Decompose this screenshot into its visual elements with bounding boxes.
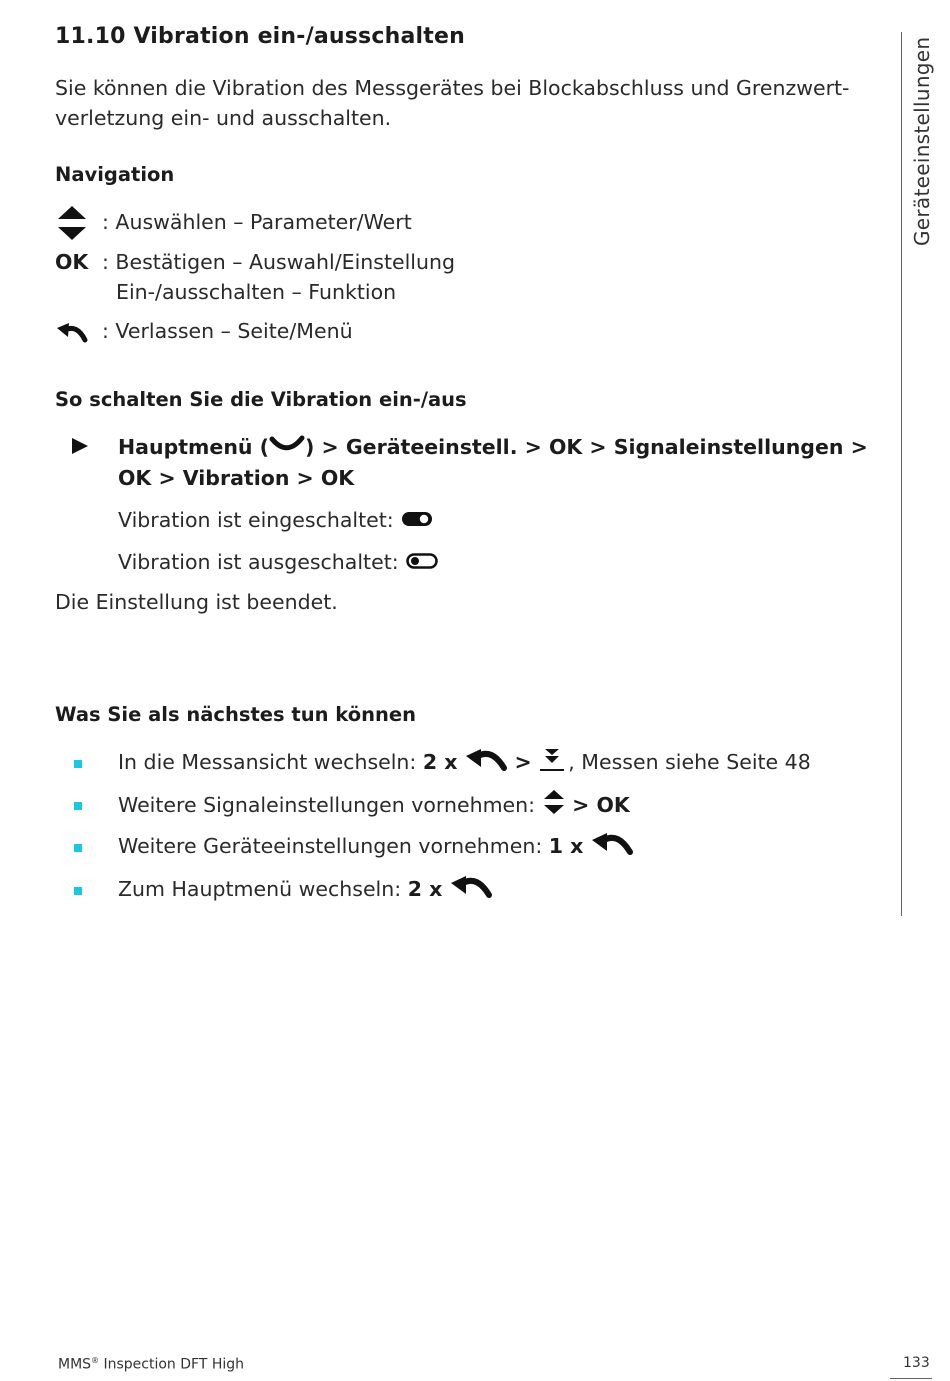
nav-item-confirm-text: : Bestätigen – Auswahl/Einstellung xyxy=(102,250,455,274)
sidebar-section-label: Geräteeinstellungen xyxy=(910,36,934,246)
vibration-on-line xyxy=(118,505,434,535)
navigation-heading: Navigation xyxy=(55,163,175,186)
bullet-marker xyxy=(74,844,82,852)
nav-item-select xyxy=(55,207,555,237)
step-arrow-icon xyxy=(70,436,90,460)
nav-item-exit xyxy=(55,316,555,346)
next-item-measure xyxy=(118,746,811,776)
bullet-marker xyxy=(74,887,82,895)
procedure-step-part1: Hauptmenü ( xyxy=(118,435,270,459)
next-item-device-text: Weitere Geräteeinstellungen vornehmen: xyxy=(118,834,549,858)
intro-text: Sie können die Vibration des Messgerätes bei Blockabschluss und Grenzwert-verletzung ein- und ausschalten. xyxy=(55,76,850,130)
back-arrow-icon xyxy=(590,830,634,864)
back-arrow-icon xyxy=(464,746,508,780)
footer-product-rest: Inspection DFT High xyxy=(99,1356,245,1373)
vibration-off-line xyxy=(118,547,439,577)
footer-product-name: MMS xyxy=(58,1356,92,1373)
bullet-marker xyxy=(74,760,82,768)
chevron-down-icon xyxy=(269,433,305,463)
vibration-off-text: Vibration ist ausgeschaltet: xyxy=(118,550,399,574)
up-down-arrows-icon xyxy=(55,207,95,237)
next-steps-heading: Was Sie als nächstes tun können xyxy=(55,703,416,726)
page-number: 133 xyxy=(903,1355,930,1371)
toggle-on-icon xyxy=(400,506,434,536)
toggle-off-icon xyxy=(405,548,439,578)
next-item-signal-ok: > OK xyxy=(572,793,630,817)
ok-key-label: OK xyxy=(55,250,89,274)
next-item-measure-rest: , Messen siehe Seite 48 xyxy=(568,750,811,774)
procedure-step xyxy=(118,432,888,493)
back-arrow-icon xyxy=(55,316,95,346)
up-down-arrows-icon xyxy=(542,788,566,824)
next-item-mainmenu-text: Zum Hauptmenü wechseln: xyxy=(118,877,408,901)
sidebar-divider xyxy=(901,32,902,916)
next-item-device xyxy=(118,830,634,860)
next-item-measure-text: In die Messansicht wechseln: xyxy=(118,750,423,774)
next-item-signal xyxy=(118,788,630,818)
next-item-signal-text: Weitere Signaleinstellungen vornehmen: xyxy=(118,793,542,817)
nav-item-confirm xyxy=(55,247,555,277)
nav-item-toggle-text: Ein-/ausschalten – Funktion xyxy=(116,280,397,304)
next-item-mainmenu-count: 2 x xyxy=(407,877,443,901)
next-item-measure-sep: > xyxy=(514,750,532,774)
vibration-on-text: Vibration ist eingeschaltet: xyxy=(118,508,394,532)
back-arrow-icon xyxy=(449,873,493,907)
next-item-device-count: 1 x xyxy=(548,834,584,858)
next-item-measure-count: 2 x xyxy=(422,750,458,774)
nav-item-select-text: : Auswählen – Parameter/Wert xyxy=(102,210,412,234)
page-number-rule xyxy=(890,1378,932,1379)
footer-product xyxy=(58,1356,244,1373)
done-text: Die Einstellung ist beendet. xyxy=(55,590,338,614)
registered-mark: ® xyxy=(91,1356,100,1365)
bullet-marker xyxy=(74,802,82,810)
next-item-mainmenu xyxy=(118,873,493,903)
measure-view-icon xyxy=(538,746,568,780)
procedure-step-part2: ) > Geräteeinstell. > OK > Signaleinstellungen > OK > Vibration > OK xyxy=(118,435,868,490)
page-title: 11.10 Vibration ein-/ausschalten xyxy=(55,24,465,49)
nav-item-exit-text: : Verlassen – Seite/Menü xyxy=(102,319,353,343)
procedure-heading: So schalten Sie die Vibration ein-/aus xyxy=(55,388,467,411)
